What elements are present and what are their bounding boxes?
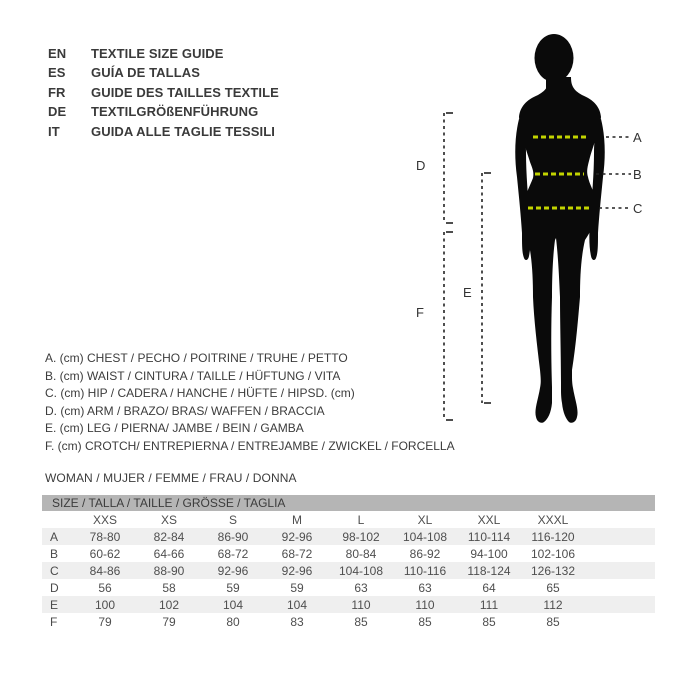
- size-table-caption: SIZE / TALLA / TAILLE / GRÖSSE / TAGLIA: [42, 495, 655, 511]
- table-row-waist: [42, 545, 655, 562]
- size-col-header: XXS: [92, 512, 117, 527]
- lang-code: FR: [48, 84, 66, 100]
- lang-title: GUIDA ALLE TAGLIE TESSILI: [91, 123, 276, 139]
- cell: 59: [290, 580, 304, 595]
- cell: 111: [457, 596, 521, 613]
- size-col-header: XXXL: [537, 512, 569, 527]
- cell: 112: [521, 596, 585, 613]
- cell: 116-120: [521, 528, 585, 545]
- cell: 102: [137, 596, 201, 613]
- cell: 98-102: [329, 528, 393, 545]
- lang-title: TEXTILGRÖßENFÜHRUNG: [91, 104, 259, 120]
- measure-label-crotch: F: [416, 305, 424, 320]
- cell: 86-90: [201, 528, 265, 545]
- size-table: [42, 495, 655, 630]
- cell: 104-108: [329, 562, 393, 579]
- table-row-arm: [42, 579, 655, 596]
- cell: 78-80: [73, 528, 137, 545]
- size-col-header: XXL: [477, 512, 501, 527]
- table-row-chest: [42, 528, 655, 545]
- cell: 60-62: [89, 546, 121, 561]
- cell: 102-106: [530, 546, 576, 561]
- cell: 56: [98, 580, 112, 595]
- row-key: E: [42, 596, 73, 613]
- legend-line-leg: E. (cm) LEG / PIERNA/ JAMBE / BEIN / GAMBA: [45, 421, 304, 436]
- filler-cell: [585, 545, 655, 562]
- gender-heading: WOMAN / MUJER / FEMME / FRAU / DONNA: [45, 471, 297, 485]
- cell: 85: [482, 614, 496, 629]
- cell: 82-84: [137, 528, 201, 545]
- cell: 64-66: [153, 546, 185, 561]
- size-col-header: L: [357, 512, 365, 527]
- lang-title: GUIDE DES TAILLES TEXTILE: [91, 84, 279, 100]
- cell: 104: [201, 596, 265, 613]
- size-table-caption-row: [42, 495, 655, 511]
- cell: 83: [290, 614, 304, 629]
- filler-cell: [585, 596, 655, 613]
- measure-label-chest: A: [633, 130, 642, 145]
- cell: 86-92: [409, 546, 441, 561]
- cell: 64: [482, 580, 496, 595]
- silhouette-torso-legs: [519, 77, 601, 423]
- cell: 85: [354, 614, 368, 629]
- cell: 84-86: [73, 562, 137, 579]
- cell: 110-116: [393, 562, 457, 579]
- table-row-hip: [42, 562, 655, 579]
- measure-label-arm: D: [416, 158, 426, 173]
- legend-line-waist: B. (cm) WAIST / CINTURA / TAILLE / HÜFTUNG / VITA: [45, 368, 341, 383]
- row-key: A: [42, 528, 73, 545]
- cell: 104: [265, 596, 329, 613]
- cell: 92-96: [265, 562, 329, 579]
- legend-line-hip: C. (cm) HIP / CADERA / HANCHE / HÜFTE / HIPSD. (cm): [45, 386, 355, 401]
- corner-cell: [42, 511, 73, 528]
- lang-code: DE: [48, 104, 67, 120]
- row-key: D: [50, 580, 59, 595]
- filler-cell: [585, 579, 655, 596]
- woman-silhouette: [515, 34, 604, 423]
- cell: 110: [329, 596, 393, 613]
- table-row-leg: [42, 596, 655, 613]
- legend-line-chest: A. (cm) CHEST / PECHO / POITRINE / TRUHE / PETTO: [45, 351, 348, 365]
- filler-cell: [585, 613, 655, 630]
- measure-label-hip: C: [633, 201, 643, 216]
- lang-code: IT: [48, 123, 60, 139]
- size-table-header-row: [42, 511, 655, 528]
- cell: 92-96: [201, 562, 265, 579]
- cell: 80: [226, 614, 240, 629]
- cell: 65: [546, 580, 560, 595]
- filler-cell: [585, 562, 655, 579]
- measure-label-leg: E: [463, 285, 472, 300]
- lang-title: TEXTILE SIZE GUIDE: [91, 46, 224, 61]
- cell: 63: [418, 580, 432, 595]
- cell: 85: [546, 614, 560, 629]
- lang-code: ES: [48, 65, 66, 81]
- cell: 118-124: [457, 562, 521, 579]
- filler-cell: [585, 528, 655, 545]
- cell: 79: [98, 614, 112, 629]
- cell: 79: [162, 614, 176, 629]
- legend-line-arm: D. (cm) ARM / BRAZO/ BRAS/ WAFFEN / BRACCIA: [45, 403, 325, 418]
- language-title-block: [48, 44, 279, 141]
- cell: 110: [393, 596, 457, 613]
- cell: 58: [162, 580, 176, 595]
- cell: 68-72: [217, 546, 249, 561]
- cell: 104-108: [393, 528, 457, 545]
- measurement-legend: [45, 350, 455, 456]
- cell: 80-84: [345, 546, 377, 561]
- filler-cell: [585, 511, 655, 528]
- legend-line-crotch: F. (cm) CROTCH/ ENTREPIERNA / ENTREJAMBE / ZWICKEL / FORCELLA: [45, 438, 455, 453]
- lang-code: EN: [48, 46, 67, 61]
- size-col-header: XL: [417, 512, 433, 527]
- measure-label-waist: B: [633, 167, 642, 182]
- cell: 110-114: [457, 528, 521, 545]
- cell: 92-96: [265, 528, 329, 545]
- row-key: C: [42, 562, 73, 579]
- cell: 100: [73, 596, 137, 613]
- cell: 85: [418, 614, 432, 629]
- cell: 88-90: [137, 562, 201, 579]
- size-col-header: M: [292, 512, 302, 527]
- row-key: B: [50, 546, 59, 561]
- lang-title: GUÍA DE TALLAS: [91, 65, 201, 81]
- cell: 68-72: [281, 546, 313, 561]
- size-col-header: S: [228, 512, 237, 527]
- table-row-crotch: [42, 613, 655, 630]
- cell: 63: [354, 580, 368, 595]
- cell: 126-132: [521, 562, 585, 579]
- cell: 59: [226, 580, 240, 595]
- row-key: F: [50, 614, 58, 629]
- cell: 94-100: [470, 546, 508, 561]
- size-col-header: XS: [160, 512, 177, 527]
